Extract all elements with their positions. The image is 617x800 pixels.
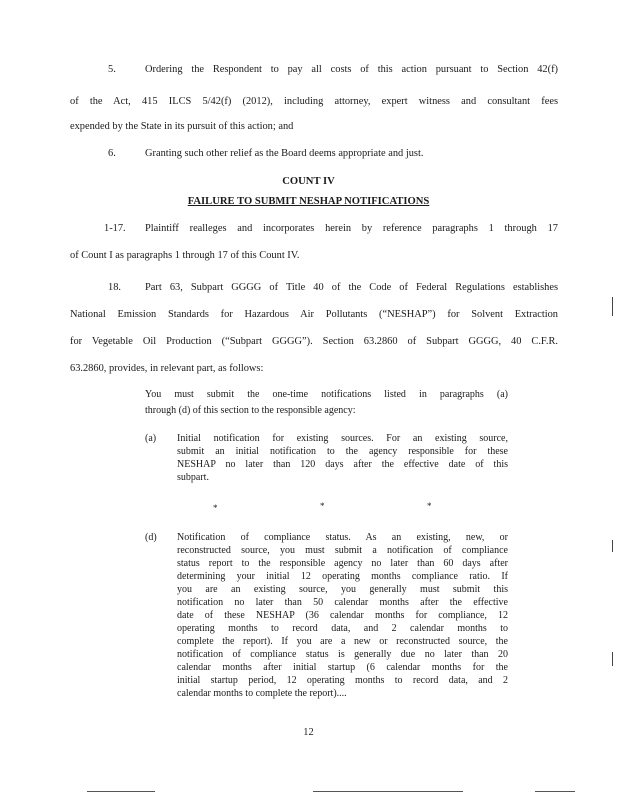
quote-item-d-line-2: reconstructed source, you must submit a notification of compliance <box>177 545 508 556</box>
paragraph-18-line-3: for Vegetable Oil Production (“Subpart GGGG”). Section 63.2860 of Subpart GGGG, 40 C.F.R. <box>70 336 558 347</box>
quote-item-d-line-9: complete the report). If you are a new or reconstructed source, the <box>177 636 508 647</box>
paragraph-5-number: 5. <box>108 64 116 75</box>
paragraph-18-line-1: Part 63, Subpart GGGG of Title 40 of the Code of Federal Regulations establishes <box>145 282 558 293</box>
paragraph-6-text: Granting such other relief as the Board deems appropriate and just. <box>145 148 424 159</box>
paragraph-1-17-number: 1-17. <box>104 223 126 234</box>
quote-item-d-line-4: determining your initial 12 operating months compliance ratio. If <box>177 571 508 582</box>
paragraph-1-17-line-2: of Count I as paragraphs 1 through 17 of this Count IV. <box>70 250 300 261</box>
quote-item-d-line-7: date of these NESHAP (36 calendar months for compliance, 12 <box>177 610 508 621</box>
quote-item-a-label: (a) <box>145 433 157 444</box>
page-number: 12 <box>303 727 314 738</box>
quote-item-d-line-3: status report to the responsible agency no later than 60 days after <box>177 558 508 569</box>
quote-item-d-line-12: initial startup period, 12 operating months to record data, and 2 <box>177 675 508 686</box>
quote-item-d-line-11: calendar months after initial startup (6 calendar months for the <box>177 662 508 673</box>
paragraph-1-17-line-1: Plaintiff realleges and incorporates herein by reference paragraphs 1 through 17 <box>145 223 558 234</box>
paragraph-18-line-4: 63.2860, provides, in relevant part, as follows: <box>70 363 264 374</box>
margin-change-bar <box>612 652 613 666</box>
paragraph-18-number: 18. <box>108 282 121 293</box>
quote-item-d-line-1: Notification of compliance status. As an existing, new, or <box>177 532 508 543</box>
quote-item-a-line-4: subpart. <box>177 472 209 483</box>
quote-item-d-line-6: notification no later than 50 calendar months after the effective <box>177 597 508 608</box>
footer-rule <box>313 791 463 792</box>
paragraph-6-number: 6. <box>108 148 116 159</box>
count-heading: COUNT IV <box>282 176 335 187</box>
quote-item-d-line-8: operating months to record data, and 2 calendar months to <box>177 623 508 634</box>
margin-change-bar <box>612 297 613 316</box>
quote-item-a-line-2: submit an initial notification to the agency responsible for these <box>177 446 508 457</box>
quote-intro-line-1: You must submit the one-time notifications listed in paragraphs (a) <box>145 389 508 400</box>
paragraph-5-line-1: Ordering the Respondent to pay all costs of this action pursuant to Section 42(f) <box>145 64 558 75</box>
quote-intro-line-2: through (d) of this section to the responsible agency: <box>145 405 356 416</box>
ellipsis-star: * <box>427 501 432 511</box>
ellipsis-star: * <box>213 503 218 513</box>
quote-item-d-line-5: you are an existing source, you generally must submit this <box>177 584 508 595</box>
quote-item-d-label: (d) <box>145 532 157 543</box>
quote-item-d-line-13: calendar months to complete the report).... <box>177 688 347 699</box>
paragraph-5-line-2: of the Act, 415 ILCS 5/42(f) (2012), including attorney, expert witness and consultant fees <box>70 96 558 107</box>
footer-rule <box>87 791 155 792</box>
margin-change-bar <box>612 540 613 552</box>
quote-item-a-line-1: Initial notification for existing sources. For an existing source, <box>177 433 508 444</box>
paragraph-5-line-3: expended by the State in its pursuit of this action; and <box>70 121 294 132</box>
footer-rule <box>535 791 575 792</box>
ellipsis-star: * <box>320 501 325 511</box>
count-subheading: FAILURE TO SUBMIT NESHAP NOTIFICATIONS <box>187 196 430 207</box>
quote-item-a-line-3: NESHAP no later than 120 days after the effective date of this <box>177 459 508 470</box>
quote-item-d-line-10: notification of compliance status is generally due no later than 20 <box>177 649 508 660</box>
paragraph-18-line-2: National Emission Standards for Hazardous Air Pollutants (“NESHAP”) for Solvent Extraction <box>70 309 558 320</box>
